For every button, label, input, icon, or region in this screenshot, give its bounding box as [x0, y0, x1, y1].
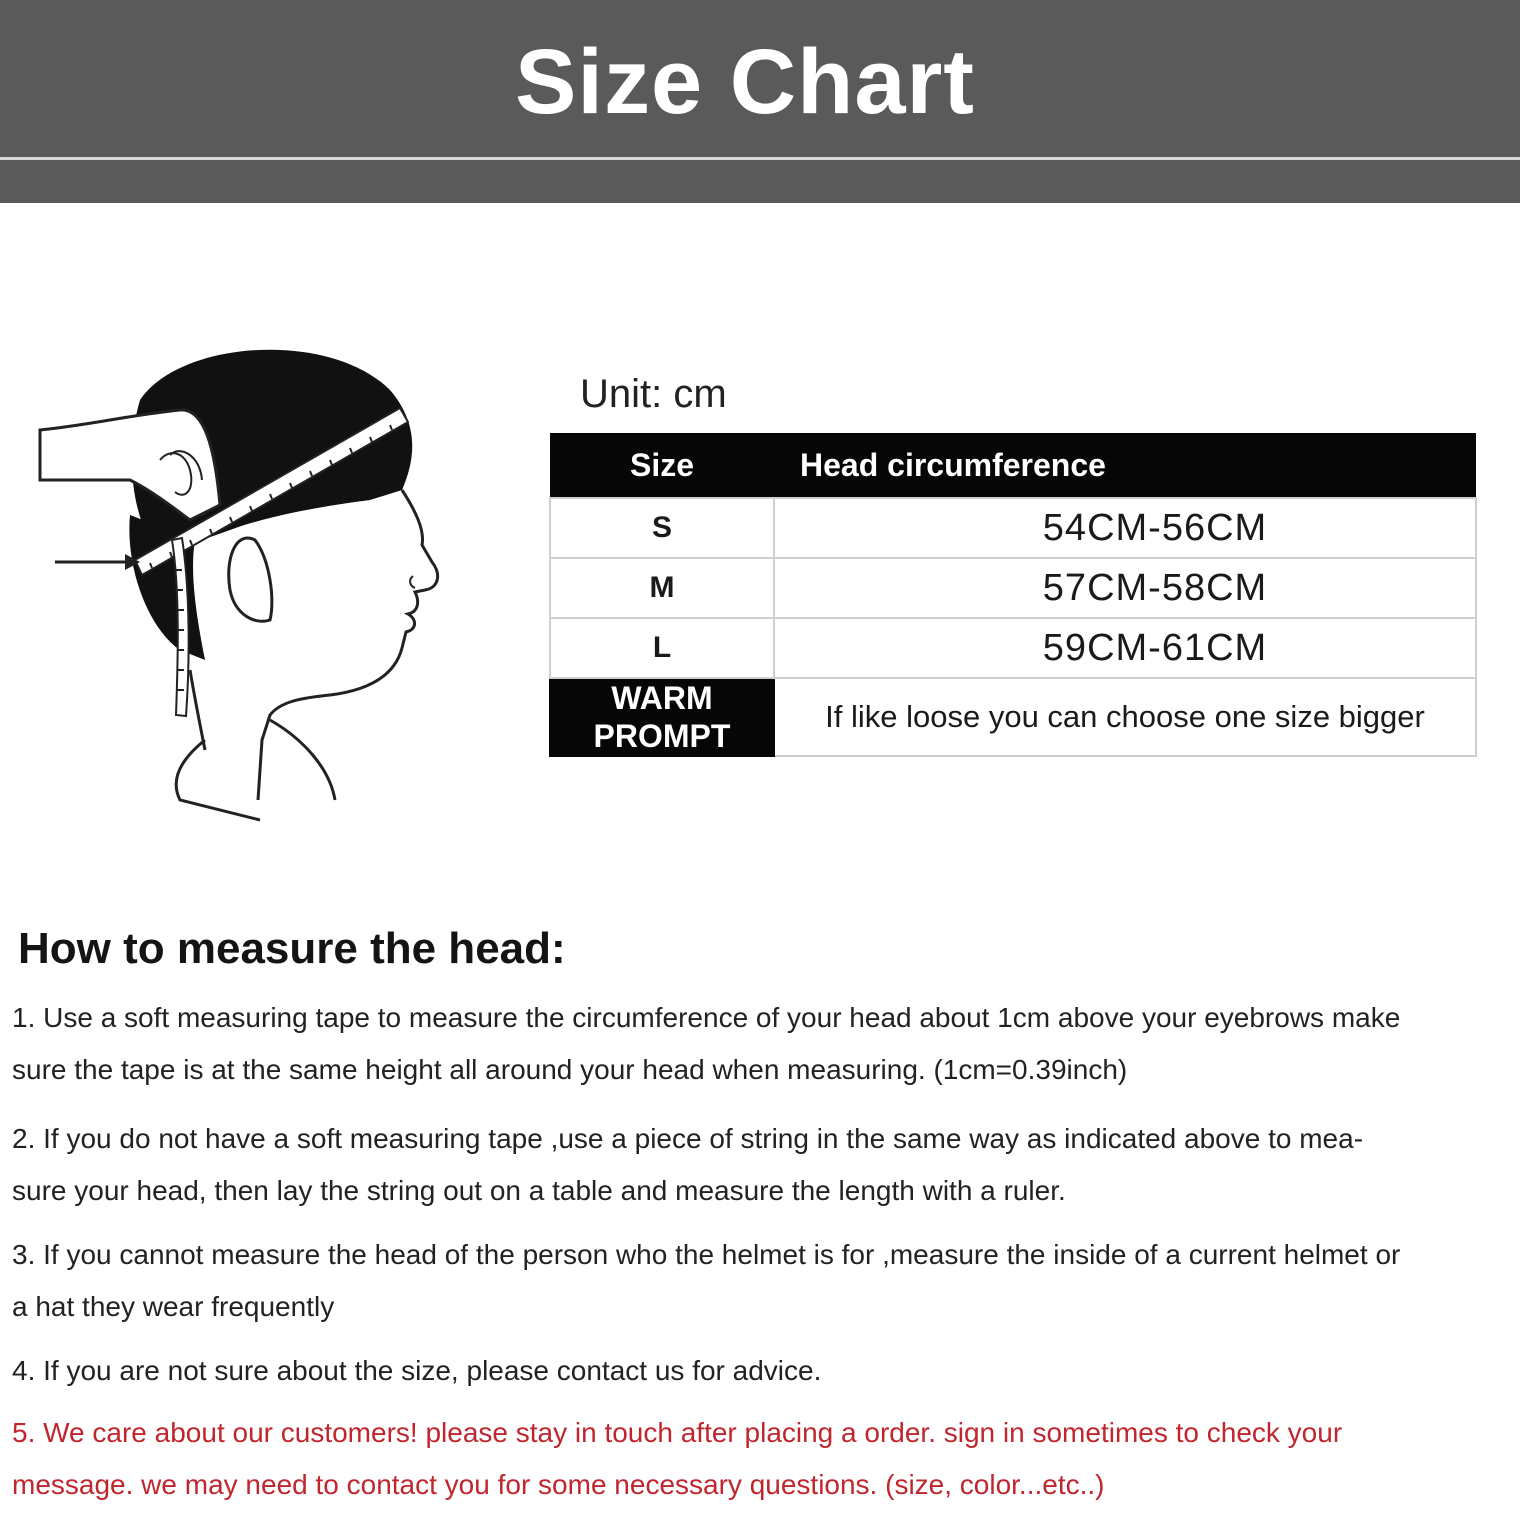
header-size: Size [550, 433, 774, 498]
table-header-row [550, 433, 1476, 498]
header-banner [0, 0, 1520, 203]
step-5-line2: message. we may need to contact you for some necessary questions. (size, color...etc..) [12, 1469, 1105, 1500]
step-5 [12, 1407, 1512, 1511]
range-cell: 59CM-61CM [774, 618, 1476, 678]
hand [40, 410, 220, 520]
warm-prompt-label [550, 678, 774, 756]
ear [229, 538, 272, 621]
table-row [550, 558, 1476, 618]
step-2 [12, 1113, 1512, 1217]
banner-divider [0, 157, 1520, 160]
head-measurement-illustration [30, 330, 470, 830]
step-1-line1: 1. Use a soft measuring tape to measure the circumference of your head about 1cm above your eyebrows make [12, 1002, 1401, 1033]
nostril [410, 576, 415, 588]
table-row [550, 618, 1476, 678]
step-1 [12, 992, 1512, 1096]
size-cell: S [550, 498, 774, 558]
page-title: Size Chart [515, 31, 975, 133]
neck-back [190, 670, 205, 750]
step-5-line1: 5. We care about our customers! please stay in touch after placing a order. sign in sometimes to check your [12, 1417, 1343, 1448]
step-3-line1: 3. If you cannot measure the head of the person who the helmet is for ,measure the inside of a current helmet or [12, 1239, 1401, 1270]
range-cell: 54CM-56CM [774, 498, 1476, 558]
warm-prompt-text: If like loose you can choose one size bigger [774, 678, 1476, 756]
collar [176, 720, 335, 820]
step-4 [12, 1345, 1512, 1397]
range-cell: 57CM-58CM [774, 558, 1476, 618]
howto-title: How to measure the head: [18, 924, 566, 973]
table-row [550, 498, 1476, 558]
size-table [549, 433, 1477, 757]
step-2-line1: 2. If you do not have a soft measuring tape ,use a piece of string in the same way as indicated above to mea- [12, 1123, 1364, 1154]
step-2-line2: sure your head, then lay the string out on a table and measure the length with a ruler. [12, 1175, 1066, 1206]
step-3 [12, 1229, 1512, 1333]
step-1-line2: sure the tape is at the same height all around your head when measuring. (1cm=0.39inch) [12, 1054, 1128, 1085]
size-cell: M [550, 558, 774, 618]
warm-label-line1: WARM [611, 680, 713, 716]
step-4-line1: 4. If you are not sure about the size, please contact us for advice. [12, 1355, 822, 1386]
step-3-line2: a hat they wear frequently [12, 1291, 335, 1322]
header-circumference: Head circumference [774, 433, 1476, 498]
unit-label: Unit: cm [580, 372, 727, 416]
face-outline [258, 490, 438, 800]
warm-label-line2: PROMPT [593, 718, 731, 754]
warm-prompt-row [550, 678, 1476, 756]
size-cell: L [550, 618, 774, 678]
